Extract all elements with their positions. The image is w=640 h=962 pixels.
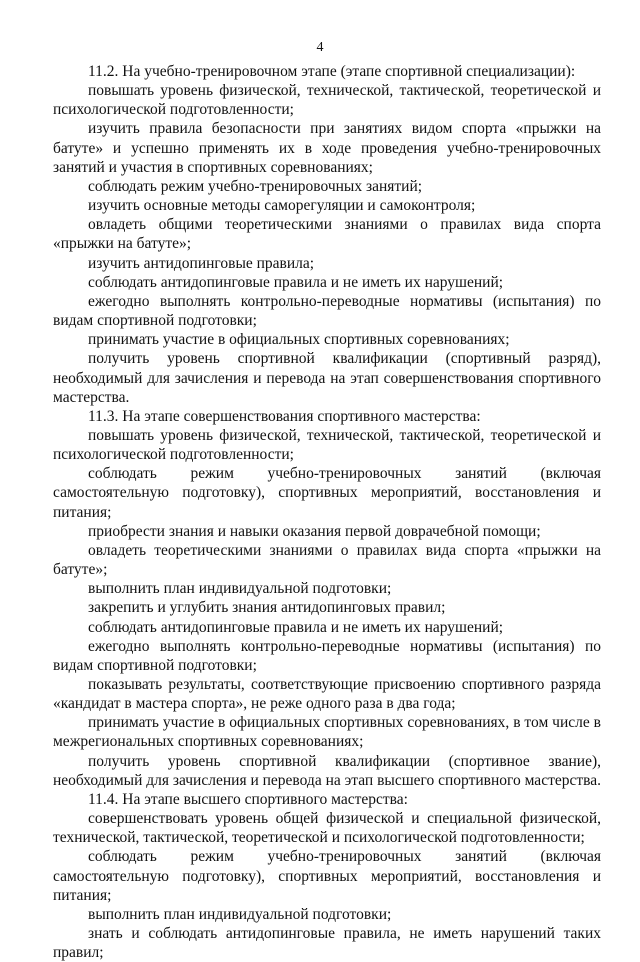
paragraph: соблюдать режим учебно-тренировочных занятий (включая самостоятельную подготовку), спортивных мероприятий, восстановления и питания; [53,848,601,904]
paragraph: выполнить план индивидуальной подготовки; [88,905,392,923]
paragraph: получить уровень спортивной квалификации (спортивное звание), необходимый для зачисления и перевода на этап высшего спортивного мастерства. [53,752,601,789]
paragraph: показывать результаты, соответствующие присвоению спортивного разряда «кандидат в мастера спорта», не реже одного раза в два года; [53,676,601,713]
paragraph: ежегодно выполнять контрольно-переводные нормативы (испытания) по видам спортивной подготовки; [53,292,601,330]
paragraph: принимать участие в официальных спортивных соревнованиях, в том числе в межрегиональных спортивных соревнованиях; [53,714,601,751]
paragraph: овладеть теоретическими знаниями о правилах вида спорта «прыжки на батуте»; [53,541,601,579]
paragraph: соблюдать антидопинговые правила и не иметь их нарушений; [88,273,504,291]
paragraph: соблюдать режим учебно-тренировочных занятий (включая самостоятельную подготовку), спортивных мероприятий, восстановления и питания; [53,465,601,521]
paragraph: ежегодно выполнять контрольно-переводные нормативы (испытания) по видам спортивной подготовки; [53,637,601,674]
document-body [53,62,601,962]
paragraph: соблюдать антидопинговые правила и не иметь их нарушений; [88,618,504,636]
page-number: 4 [316,40,324,55]
paragraph: повышать уровень физической, технической, тактической, теоретической и психологической подготовленности; [53,82,601,119]
paragraph: принимать участие в официальных спортивных соревнованиях; [88,331,510,349]
paragraph: 11.3. На этапе совершенствования спортивного мастерства: [88,407,481,425]
paragraph: закрепить и углубить знания антидопинговых правил; [88,599,446,617]
paragraph: изучить основные методы саморегуляции и самоконтроля; [88,197,476,215]
paragraph: выполнить план индивидуальной подготовки; [88,580,392,598]
paragraph: приобрести знания и навыки оказания первой доврачебной помощи; [88,522,541,540]
paragraph: повышать уровень физической, технической, тактической, теоретической и психологической подготовленности; [53,426,601,464]
paragraph: изучить антидопинговые правила; [88,254,315,272]
paragraph: получить уровень спортивной квалификации (спортивный разряд), необходимый для зачисления и перевода на этап совершенствования спортивного мастерства. [53,350,601,406]
paragraph: изучить правила безопасности при занятиях видом спорта «прыжки на батуте» и успешно применять их в ходе проведения учебно-тренировочных занятий и участия в спортивных соревнованиях; [53,120,601,176]
paragraph: овладеть общими теоретическими знаниями о правилах вида спорта «прыжки на батуте»; [53,216,601,253]
paragraph: 11.2. На учебно-тренировочном этапе (этапе спортивной специализации): [88,63,576,80]
paragraph: соблюдать режим учебно-тренировочных занятий; [88,177,423,195]
paragraph: знать и соблюдать антидопинговые правила, не иметь нарушений таких правил; [53,925,601,962]
paragraph: совершенствовать уровень общей физической и специальной физической, технической, тактической, теоретической и психологической подготовленности; [53,810,601,847]
paragraph: 11.4. На этапе высшего спортивного мастерства: [88,790,408,808]
